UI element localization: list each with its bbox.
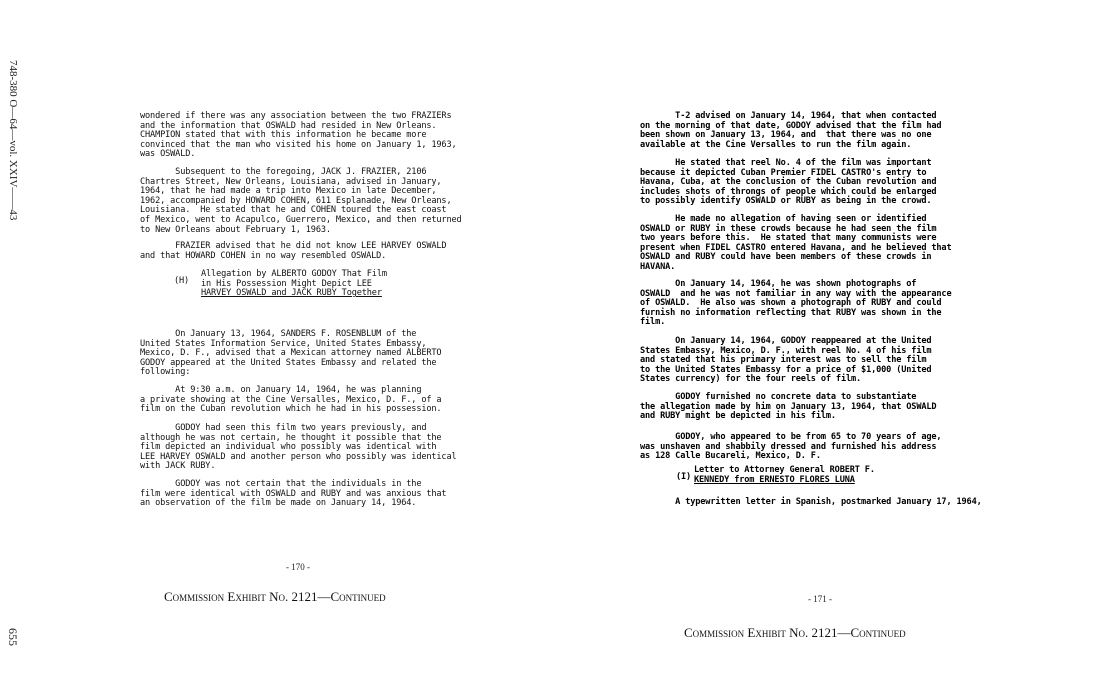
right-paragraph-3: He made no allegation of having seen or identified OSWALD or RUBY in these crowds because he had seen the film two years before this. He stated that many communists were present when FIDEL CASTRO entered Havana, and he believed that OSWALD and RUBY could have been members of these crowds in HAVANA. [640,214,952,272]
right-paragraph-6: GODOY furnished no concrete data to substantiate the allegation made by him on January 13, 1964, that OSWALD and RUBY might be depicted in his film. [640,392,937,422]
section-heading-i [676,465,875,485]
right-page-number: - 171 - [808,594,832,604]
right-last-line: A typewritten letter in Spanish, postmarked January 17, 1964, [640,497,982,507]
document-page-number [6,628,22,658]
left-paragraph-6: GODOY had seen this film two years previously, and although he was not certain, he thought it possible that the film depicted an individual who possibly was identical with LEE HARVEY OSWALD and another person who possibly was identical with JACK RUBY. [140,423,457,472]
left-page-number: - 170 - [286,562,310,572]
heading-line-1: Letter to Attorney General ROBERT F. [694,465,875,475]
right-paragraph-7: GODOY, who appeared to be from 65 to 70 years of age, was unshaven and shabbily dressed and furnished his address as 128 Calle Bucareli, Mexico, D. F. [640,432,942,462]
left-paragraph-2: Subsequent to the foregoing, JACK J. FRAZIER, 2106 Chartres Street, New Orleans, Louisiana, advised in January, 1964, that he had made a trip into Mexico in late December, 1962, accompanied by HOWARD COHEN, 611 Esplanade, New Orleans, Louisiana. He stated that he and COHEN toured the east coast of Mexico, went to Acapulco, Guerrero, Mexico, and then returned to New Orleans about February 1, 1963. [140,167,462,235]
left-paragraph-1: wondered if there was any association between the two FRAZIERs and the information that OSWALD had resided in New Orleans. CHAMPION stated that with this information he became more convinced that the man who visited his home on January 1, 1963, was OSWALD. [140,111,457,160]
section-heading-h [174,269,387,299]
left-paragraph-3: FRAZIER advised that he did not know LEE HARVEY OSWALD and that HOWARD COHEN in no way resembled OSWALD. [140,241,447,261]
left-paragraph-4: On January 13, 1964, SANDERS F. ROSENBLUM of the United States Information Service, United States Embassy, Mexico, D. F., advised that a Mexican attorney named ALBERTO GODOY appeared at the United States Embassy and related the following: [140,329,442,378]
right-paragraph-4: On January 14, 1964, he was shown photographs of OSWALD and he was not familiar in any way with the appearance of OSWALD. He also was shown a photograph of RUBY and could furnish no information reflecting that RUBY was shown in the film. [640,279,952,328]
heading-line-1: Allegation by ALBERTO GODOY That Film [201,269,387,279]
left-paragraph-7: GODOY was not certain that the individuals in the film were identical with OSWALD and RUBY and was anxious that an observation of the film be made on January 14, 1964. [140,479,447,509]
left-exhibit-caption: Commission Exhibit No. 2121—Continued [164,589,386,604]
right-exhibit-caption: Commission Exhibit No. 2121—Continued [684,625,906,640]
left-paragraph-5: At 9:30 a.m. on January 14, 1964, he was planning a private showing at the Cine Versalles, Mexico, D. F., of a film on the Cuban revolution which he had in his possession. [140,385,442,415]
right-paragraph-1: T-2 advised on January 14, 1964, that when contacted on the morning of that date, GODOY advised that the film had been shown on January 13, 1964, and that there was no one available at the Cine Versalles to run the film again. [640,111,942,150]
volume-margin-label [5,60,21,240]
heading-prefix: (H) [174,276,190,286]
document-page-number-text: 655 [6,628,20,646]
heading-line-3: HARVEY OSWALD and JACK RUBY Together [201,288,382,299]
heading-line-2: in His Possession Might Depict LEE [201,278,372,289]
heading-line-2: KENNEDY from ERNESTO FLORES LUNA [694,474,855,485]
volume-label: 748-380 O—64—vol. XXIV——43 [7,60,19,221]
heading-prefix: (I) [676,472,692,482]
right-paragraph-2: He stated that reel No. 4 of the film was important because it depicted Cuban Premier FIDEL CASTRO's entry to Havana, Cuba, at the conclusion of the Cuban revolution and includes shots of throngs of people which could be enlarged to possibly identify OSWALD or RUBY as being in the crowd. [640,158,937,207]
right-paragraph-5: On January 14, 1964, GODOY reappeared at the United States Embassy, Mexico, D. F., with reel No. 4 of his film and stated that his primary interest was to sell the film to the United States Embassy for a price of $1,000 (United States currency) for the four reels of film. [640,336,932,385]
